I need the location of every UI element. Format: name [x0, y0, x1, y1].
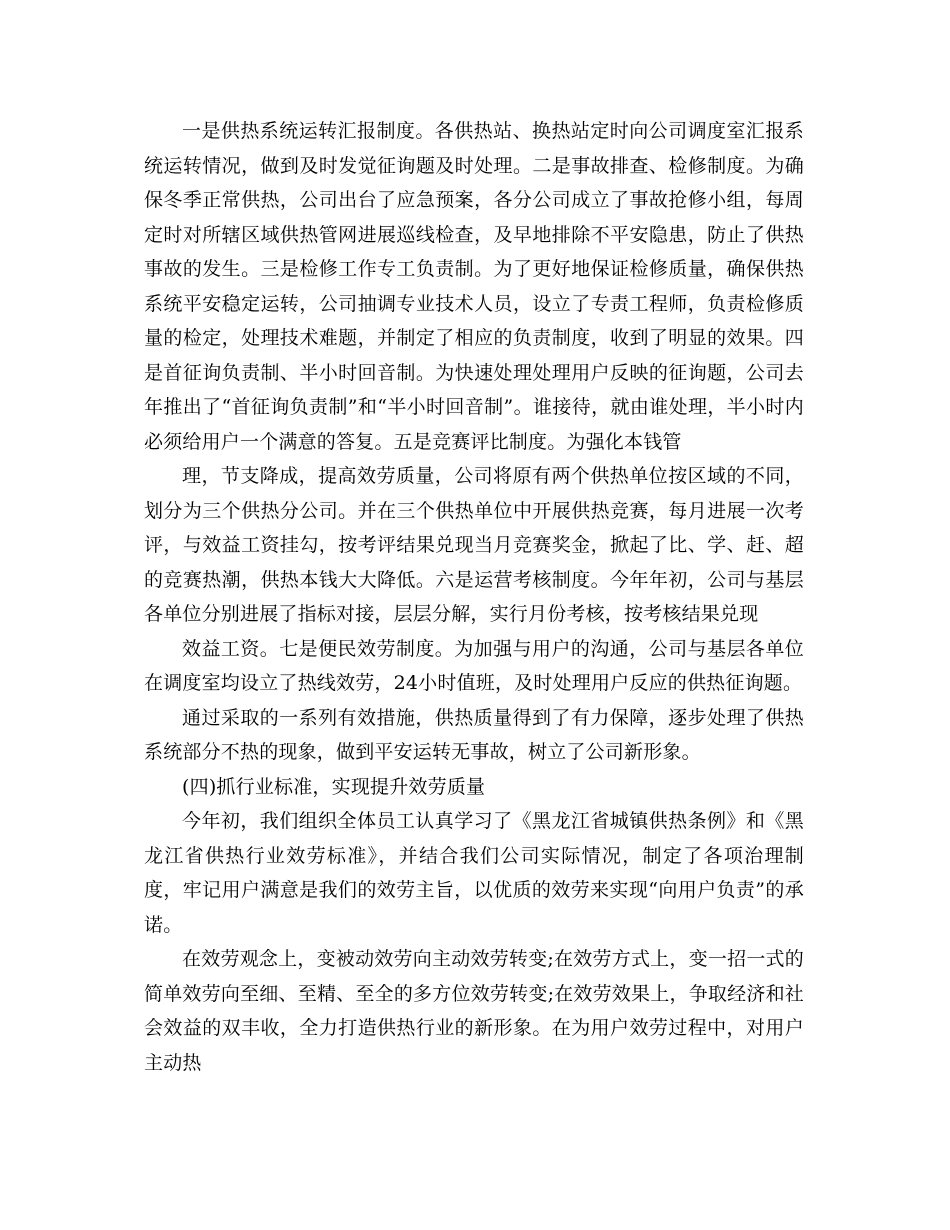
paragraph-training: 今年初，我们组织全体员工认真学习了《黑龙江省城镇供热条例》和《黑龙江省供热行业效劳标准》，并结合我们公司实际情况，制定了各项治理制度，牢记用户满意是我们的效劳主旨，以优质的效劳来实现“向用户负责”的承诺。: [144, 810, 804, 936]
section-heading-standards: (四)抓行业标准，实现提升效劳质量: [182, 775, 486, 798]
paragraph-cost-control: 理，节支降成，提高效劳质量，公司将原有两个供热单位按区域的不同，划分为三个供热分公司。并在三个供热单位中开展供热竞赛，每月进展一次考评，与效益工资挂勾，按考评结果兑现当月竞赛奖金，掀起了比、学、赶、超的竞赛热潮，供热本钱大大降低。六是运营考核制度。今年年初，公司与基层各单位分别进展了指标对接，层层分解，实行月份考核，按考核结果兑现: [144, 465, 804, 625]
paragraph-results: 通过采取的一系列有效措施，供热质量得到了有力保障，逐步处理了供热系统部分不热的现象，做到平安运转无事故，树立了公司新形象。: [144, 706, 804, 763]
document-body: [144, 114, 804, 1080]
paragraph-reporting-systems: 一是供热系统运转汇报制度。各供热站、换热站定时向公司调度室汇报系统运转情况，做到及时发觉征询题及时处理。二是事故排查、检修制度。为确保冬季正常供热，公司出台了应急预案，各分公司成立了事故抢修小组，每周定时对所辖区域供热管网进展巡线检查，及早地排除不平安隐患，防止了供热事故的发生。三是检修工作专工负责制。为了更好地保证检修质量，确保供热系统平安稳定运转，公司抽调专业技术人员，设立了专责工程师，负责检修质量的检定，处理技术难题，并制定了相应的负责制度，收到了明显的效果。四是首征询负责制、半小时回音制。为快速处理处理用户反映的征询题，公司去年推出了“首征询负责制”和“半小时回音制”。谁接待，就由谁处理，半小时内必须给用户一个满意的答复。五是竞赛评比制度。为强化本钱管: [144, 120, 804, 453]
paragraph-convenience-service: 效益工资。七是便民效劳制度。为加强与用户的沟通，公司与基层各单位在调度室均设立了热线效劳，24小时值班，及时处理用户反应的供热征询题。: [144, 637, 804, 694]
paragraph-service-concept: 在效劳观念上，变被动效劳向主动效劳转变;在效劳方式上，变一招一式的简单效劳向至细、至精、至全的多方位效劳转变;在效劳效果上，争取经济和社会效益的双丰收，全力打造供热行业的新形象。在为用户效劳过程中，对用户主动热: [144, 948, 804, 1074]
